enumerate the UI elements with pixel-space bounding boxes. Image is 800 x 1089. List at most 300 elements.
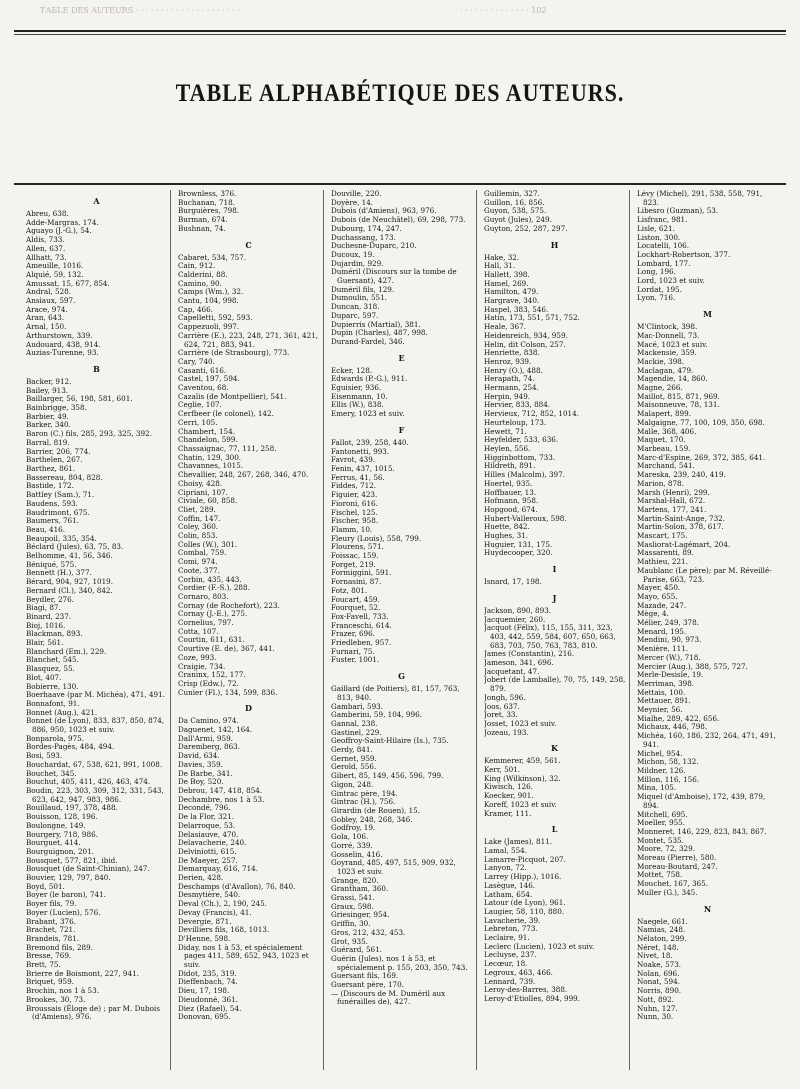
index-entry: Lord, 1023 et suiv. (637, 276, 705, 286)
index-entry: Cliet, 289. (178, 504, 216, 514)
index-entry: Bonparola, 975. (26, 733, 85, 743)
index-entry: Lombard, 177. (637, 258, 691, 268)
index-entry: Deschamps (d'Avallon), 76, 840. (178, 881, 296, 891)
index-entry: Friedleben, 957. (331, 638, 392, 648)
index-entry: Marbeau, 159. (637, 443, 691, 453)
index-entry: Hoertel, 935. (484, 478, 533, 488)
index-entry: Cerri, 105. (178, 417, 218, 427)
index-entry: Brandeis, 781. (26, 933, 80, 943)
index-entry: Eisenmann, 10. (331, 391, 388, 401)
index-entry: De la Flor, 321. (178, 812, 235, 822)
index-entry: Guyon, 538, 575. (484, 206, 547, 216)
index-entry: Lockhart-Robertson, 377. (637, 249, 731, 259)
index-entry: Heurteloup, 173. (484, 417, 547, 427)
index-entry: Baudens, 593. (26, 498, 78, 508)
index-entry: Bonnafont, 91. (26, 698, 80, 708)
index-entry: Mackensie, 359. (637, 348, 697, 358)
index-entry: Gola, 106. (331, 832, 369, 842)
index-entry: Hilles (Malcolm), 397. (484, 470, 565, 480)
index-entry: Davies, 359. (178, 759, 223, 769)
index-entry: Guérard, 561. (331, 945, 382, 955)
index-entry: Coze, 993. (178, 652, 217, 662)
index-entry: Mildner, 126. (637, 766, 686, 775)
index-entry: Bennett (H.), 377. (26, 568, 92, 578)
index-entry: Duméril fils, 129. (331, 284, 395, 294)
index-entry: Gosselin, 416. (331, 849, 383, 859)
index-entry: Guillemin, 327. (484, 190, 540, 198)
index-entry: Dall'Armi, 959. (178, 733, 233, 743)
index-entry: Arthurstown, 339. (26, 330, 93, 340)
index-entry: Capelletti, 592, 593. (178, 313, 253, 323)
index-entry: Fiddes, 712. (331, 481, 377, 491)
index-entry: Menière, 111. (637, 644, 689, 654)
index-entry: Baumers, 761. (26, 516, 79, 526)
index-entry: Bonnet (Aug.), 421. (26, 707, 98, 717)
index-entry: King (Wilkinson), 32. (484, 773, 561, 783)
index-entry: Duparc, 597. (331, 310, 379, 320)
index-entry: Ellis (W.), 838. (331, 400, 384, 410)
index-entry: Didot, 235, 319. (178, 968, 237, 978)
index-entry: Hermann, 254. (484, 383, 539, 393)
index-entry: Ceglie, 107. (178, 400, 222, 410)
index-entry: Laugier, 58, 110, 880. (484, 906, 565, 916)
index-entry: Nonat, 594. (637, 977, 680, 987)
index-entry: Guyot (Jules), 249. (484, 215, 552, 225)
index-entry: Dupierris (Martial), 381. (331, 319, 421, 329)
index-entry: Cary, 740. (178, 356, 215, 366)
index-entry: Namias, 248. (637, 925, 686, 935)
index-entry: Dieu, 17, 198. (178, 986, 230, 996)
index-entry: Maillot, 815, 871, 969. (637, 391, 720, 401)
index-entry: Michéa, 160, 186, 232, 264, 471, 491, 941. (637, 731, 776, 749)
section-letter: F (398, 424, 406, 435)
index-entry: Cazalis (de Montpellier), 541. (178, 391, 287, 401)
title-rule (14, 183, 786, 185)
index-entry: Meynier, 56. (637, 705, 683, 715)
section-letter: B (93, 363, 101, 374)
index-entry: Gastinel, 229. (331, 727, 382, 737)
index-entry: Jacquetant, 47. (484, 666, 540, 676)
index-entry: Haspel, 383, 546. (484, 304, 549, 314)
index-entry: Huydecooper, 320. (484, 548, 553, 558)
index-entry: Chandelon, 599. (178, 435, 238, 445)
index-entry: Masliorat-Lagémart, 204. (637, 539, 731, 549)
index-entry: Devilliers fils, 168, 1013. (178, 925, 270, 935)
index-entry: Heyfelder, 533, 636. (484, 435, 559, 445)
index-entry: Isnard, 17, 198. (484, 577, 542, 587)
index-entry: Mélier, 249, 378. (637, 618, 699, 628)
index-entry: Bioj, 1016. (26, 620, 66, 630)
index-entry: Grange, 820. (331, 875, 379, 885)
index-entry: Marchand, 541. (637, 461, 695, 471)
index-entry: Mialhe, 289, 422, 656. (637, 713, 720, 723)
index-entry: Flourens, 571. (331, 542, 384, 552)
index-entry: Bonnet (de Lyon), 833, 837, 850, 874, 886, 950, 1023 et suiv. (26, 716, 165, 735)
index-entry: Bousquet, 577, 821, ibid. (26, 855, 118, 865)
index-entry: Gobley, 248, 268, 346. (331, 814, 413, 824)
index-entry: Maquet, 170. (637, 435, 686, 445)
index-entry: Gaillard (de Poitiers), 81, 157, 763, 813, 940. (331, 684, 460, 702)
top-rule (14, 30, 786, 32)
index-entry: Bernard (Cl.), 340, 842. (26, 585, 113, 595)
index-entry: Aran, 643. (26, 313, 65, 323)
index-entry: Colles (W.), 301. (178, 539, 238, 549)
index-entry: Foissac, 159. (331, 551, 379, 561)
index-entry: Duchesne-Duparc, 210. (331, 241, 417, 251)
index-entry: Boerhaave (par M. Michéa), 471, 491. (26, 690, 165, 700)
index-entry: Dupin (Charles), 487, 998. (331, 328, 428, 338)
index-entry: Mège, 4. (637, 609, 669, 619)
index-entry: Coote, 377. (178, 565, 220, 575)
index-entry: Cunier (Fl.), 134, 599, 836. (178, 687, 278, 697)
index-entry: Carrière (de Strasbourg), 773. (178, 348, 290, 358)
index-entry: Mettais, 100. (637, 687, 686, 697)
index-entry: Cornelius, 797. (178, 618, 234, 628)
index-entry: Delviniotti, 615. (178, 846, 237, 856)
index-entry: Lisfranc, 981. (637, 215, 688, 225)
section-letter: N (703, 903, 713, 914)
index-entry: Barral, 819. (26, 437, 70, 447)
index-column (331, 190, 473, 1075)
index-entry: Dumoulin, 551. (331, 293, 387, 303)
index-entry: Bainbrigge, 358. (26, 403, 87, 413)
index-entry: Hall, 31. (484, 261, 516, 271)
index-entry: Locatelli, 106. (637, 241, 690, 251)
index-entry: Dubois (d'Amiens), 963, 976. (331, 206, 437, 216)
index-column (26, 190, 168, 1075)
index-entry: Cantu, 104, 998. (178, 296, 239, 306)
index-entry: Grot, 935. (331, 936, 368, 946)
index-entry: Coley, 360. (178, 522, 219, 532)
index-entry: Ducoux, 19. (331, 249, 375, 259)
index-entry: Brookes, 30, 73. (26, 994, 86, 1004)
index-entry: Carrière (E.), 223, 248, 271, 361, 421, 624, 721, 883, 941. (178, 330, 319, 349)
index-column (178, 190, 320, 1075)
index-column (637, 190, 779, 1075)
index-entry: Barbier, 49. (26, 411, 69, 421)
index-entry: Libesro (Guzman), 53. (637, 206, 719, 216)
index-entry: Leclaire, 91. (484, 933, 530, 943)
index-entry: Fischer, 958. (331, 516, 379, 526)
index-entry: Furnari, 75. (331, 646, 375, 656)
index-entry: Goyrand, 485, 497, 515, 909, 932, 1023 et suiv. (331, 858, 456, 876)
index-entry: Lake (James), 811. (484, 837, 553, 847)
index-entry: Ameuille, 1016. (26, 261, 84, 271)
index-column (484, 190, 626, 1075)
index-entry: Lennard, 739. (484, 976, 536, 986)
index-entry: Nunn, 30. (637, 1012, 674, 1022)
index-entry: Castel, 197, 594. (178, 374, 240, 384)
index-entry: Bosi, 593. (26, 751, 63, 761)
index-entry: Courtin, 611, 631. (178, 635, 245, 645)
index-entry: Fornasini, 87. (331, 577, 382, 587)
index-entry: Latham, 654. (484, 889, 533, 899)
index-entry: Lyon, 716. (637, 293, 676, 303)
index-entry: Huguier, 131, 175. (484, 539, 553, 549)
index-entry: David, 634. (178, 751, 220, 761)
index-entry: Delarroque, 53. (178, 820, 236, 830)
index-entry: Jozeau, 193. (484, 727, 529, 737)
index-entry: Edwards (P.-G.), 911. (331, 374, 408, 384)
index-entry: Lévy (Michel), 291, 538, 558, 791, 823. (637, 190, 763, 207)
index-entry: Norris, 890. (637, 986, 682, 996)
index-entry: Michel, 954. (637, 748, 683, 758)
index-entry: Jacquot (Félix), 115, 155, 311, 323, 403, 442, 559, 584, 607, 650, 663, 683, 703, 750, 763, 783, 810. (484, 623, 616, 650)
index-entry: Foucart, 459. (331, 594, 380, 604)
index-entry: Blanchet, 545. (26, 655, 79, 665)
section-letter: E (398, 352, 406, 363)
index-entry: Figuier, 423. (331, 490, 378, 500)
index-entry: Koecker, 901. (484, 791, 534, 801)
index-entry: Herapath, 74. (484, 374, 535, 384)
index-entry: Girardin (de Rouen), 15. (331, 806, 421, 815)
index-entry: Joos, 637. (484, 701, 520, 711)
index-entry: Lasègue, 146. (484, 880, 536, 890)
index-entry: Bobierre, 130. (26, 681, 79, 691)
index-entry: Fleury (Louis), 558, 799. (331, 533, 422, 543)
section-letter: J (552, 592, 558, 603)
index-entry: Millon, 116, 156. (637, 774, 700, 784)
index-entry: Colin, 853. (178, 531, 218, 541)
index-entry: Boudin, 223, 303, 309, 312, 331, 543, 623, 642, 947, 983, 986. (26, 786, 164, 804)
index-entry: Michaux, 446, 798. (637, 722, 708, 732)
index-entry: Da Camino, 974. (178, 716, 239, 726)
index-entry: Hofmann, 958. (484, 496, 539, 506)
index-entry: Cappezuoli, 997. (178, 322, 240, 332)
index-entry: Boulongne, 149. (26, 820, 86, 830)
index-entry: Adde-Margras, 174. (26, 217, 99, 227)
index-entry: Franceschi, 614. (331, 620, 392, 630)
index-entry: Coffin, 147. (178, 513, 221, 523)
index-entry: Bérard, 904, 927, 1019. (26, 577, 114, 587)
index-entry: Cornaro, 803. (178, 591, 229, 601)
index-entry: Magendie, 14, 860. (637, 374, 708, 384)
index-entry: Nuhn, 127. (637, 1003, 678, 1013)
index-entry: Cipriani, 107. (178, 487, 228, 497)
index-entry: Mayer, 450. (637, 583, 681, 593)
index-entry: Daguenet, 142, 164. (178, 725, 253, 735)
index-entry: Bushnan, 74. (178, 223, 226, 233)
index-entry: Camino, 90. (178, 278, 222, 288)
index-entry: Dieffenbach, 74. (178, 977, 238, 987)
index-entry: Helin, dit Colson, 257. (484, 339, 566, 349)
index-entry: Marsh (Henri), 299. (637, 487, 710, 497)
index-entry: Hubert-Valleroux, 598. (484, 513, 567, 523)
index-entry: De Barbe, 341. (178, 768, 233, 778)
index-entry: Blasquez, 55. (26, 664, 75, 674)
index-entry: Buchanan, 718. (178, 197, 235, 207)
index-entry: Chambert, 154. (178, 426, 235, 436)
index-entry: Liston, 300. (637, 232, 681, 242)
index-entry: Kerr, 501. (484, 765, 521, 775)
index-entry: Hallett, 398. (484, 269, 530, 279)
index-entry: Bouchet, 345. (26, 768, 77, 778)
index-entry: Devay (Francis), 41. (178, 907, 252, 917)
index-entry: Kemmerer, 459, 561. (484, 756, 561, 766)
index-entry: Duncan, 318. (331, 302, 380, 312)
index-entry: Lecœur, 18. (484, 959, 528, 969)
index-entry: Gintrac père, 194. (331, 788, 398, 798)
index-entry: Durand-Fardel, 346. (331, 336, 405, 346)
index-entry: Hildreth, 891. (484, 461, 536, 471)
index-entry: Diday, nos 1 à 53, et spécialement pages 411, 589, 652, 943, 1023 et suiv. (178, 942, 309, 970)
index-entry: Naegele, 661. (637, 916, 688, 926)
index-entry: Marc-d'Espine, 269, 372, 385, 641. (637, 452, 766, 462)
index-entry: Bastide, 172. (26, 481, 74, 491)
index-entry: Combal, 759. (178, 548, 227, 558)
index-entry: Mottet, 758. (637, 870, 683, 880)
index-entry: Boyd, 501. (26, 881, 65, 891)
index-entry: Bouillaud, 197, 378, 488. (26, 803, 118, 813)
index-entry: Barker, 340. (26, 420, 71, 430)
index-entry: Hervieux, 712, 852, 1014. (484, 409, 579, 419)
index-entry: Cordier (F.-S.), 288. (178, 583, 250, 593)
index-entry: Mendini, 90, 973. (637, 635, 702, 645)
index-entry: Bremond fils, 289. (26, 942, 93, 952)
index-entry: Caventou, 68. (178, 383, 229, 393)
index-entry: Fox-Favell, 733. (331, 611, 389, 621)
index-entry: Mina, 105. (637, 783, 677, 793)
index-entry: Néret, 148. (637, 942, 679, 952)
index-entry: Burman, 674. (178, 215, 228, 225)
index-entry: Legroux, 463, 466. (484, 967, 553, 977)
index-entry: Craigie, 734. (178, 661, 226, 671)
index-entry: Andral, 528. (26, 287, 72, 297)
index-entry: Leroy-des-Barres, 388. (484, 985, 568, 995)
index-entry: Henroz, 939. (484, 356, 532, 366)
section-letter: D (245, 703, 253, 714)
index-entry: Bourgery, 718, 986. (26, 829, 98, 839)
index-entry: Lecluyse, 237. (484, 950, 537, 960)
index-entry: Kiwisch, 126. (484, 782, 534, 792)
index-entry: Heale, 367. (484, 322, 526, 332)
index-entry: Merriman, 398. (637, 678, 695, 688)
index-entry: Bousquet (de Saint-Chinian), 247. (26, 864, 150, 874)
index-entry: Merle-Desisle, 19. (637, 670, 704, 680)
section-letter: I (552, 564, 558, 575)
index-entry: Dechambre, nos 1 à 53. (178, 794, 265, 804)
index-entry: Abreu, 638. (26, 209, 69, 218)
index-entry: Hervier, 833, 884. (484, 400, 551, 410)
index-entry: Courtive (E. de), 367, 441. (178, 644, 275, 654)
index-entry: Douville, 220. (331, 190, 382, 198)
index-entry: Gamberini, 59, 104, 996. (331, 710, 422, 720)
index-entry: Guérin (Jules), nos 1 à 53, et spécialement p. 155, 203, 350, 743. (331, 953, 468, 972)
index-entry: Fischel, 125. (331, 507, 378, 517)
index-entry: Macé, 1023 et suiv. (637, 339, 708, 349)
index-entry: Monneret, 146, 229, 823, 843, 867. (637, 826, 767, 836)
index-entry: Griffin, 30. (331, 919, 371, 929)
index-entry: Diez (Rafael), 54. (178, 1003, 242, 1013)
index-entry: Bouisson, 128, 196. (26, 812, 98, 822)
index-entry: Arnal, 150. (26, 322, 67, 332)
index-entry: Bordes-Pagès, 484, 494. (26, 742, 115, 752)
index-entry: Desmytière, 540. (178, 890, 241, 900)
index-entry: Delasiauve, 470. (178, 829, 239, 839)
index-entry: Bresse, 769. (26, 951, 72, 961)
index-entry: Brownless, 376. (178, 190, 237, 198)
index-entry: Ansiaux, 597. (26, 296, 76, 306)
index-entry: Hargrave, 340. (484, 296, 540, 306)
index-entry: Hamel, 269. (484, 278, 529, 288)
index-entry: Chavannes, 1015. (178, 461, 244, 471)
index-entry: Brett, 75. (26, 960, 61, 970)
index-entry: D'Henne, 598. (178, 933, 231, 943)
index-entry: Henry (O.), 488. (484, 365, 543, 375)
index-entry: Maisonneuve, 78, 131. (637, 400, 720, 410)
index-entry: Heylen, 556. (484, 443, 531, 453)
index-entry: Nivet, 18. (637, 951, 673, 961)
index-entry: Jongh, 596. (484, 692, 526, 702)
index-entry: Briquet, 959. (26, 977, 74, 987)
index-entry: Godfroy, 19. (331, 823, 376, 833)
index-entry: Massarenti, 89. (637, 548, 694, 558)
index-entry: — (Discours de M. Duméril aux funérailles de), 427. (331, 988, 446, 1007)
index-entry: Bouchardat, 67, 538, 621, 991, 1008. (26, 759, 163, 769)
index-entry: Debrou, 147, 418, 854. (178, 786, 263, 795)
index-entry: Bassereau, 804, 828. (26, 472, 103, 482)
index-entry: Blot, 407. (26, 672, 62, 682)
index-entry: Guillon, 16, 856. (484, 197, 545, 207)
index-entry: Audouard, 438, 914. (26, 339, 101, 349)
index-entry: Chassaignac, 77, 111, 258. (178, 443, 277, 453)
index-entry: Brochin, nos 1 à 53. (26, 986, 99, 996)
index-entry: Flamm, 10. (331, 524, 373, 534)
index-entry: Camps (Wm.), 32. (178, 287, 244, 297)
index-entry: Hopgood, 674. (484, 504, 538, 514)
index-entry: Lamarre-Picquot, 207. (484, 854, 566, 864)
index-entry: Aldis, 733. (26, 235, 65, 245)
index-entry: Hake, 32. (484, 252, 520, 262)
top-rule-thin (14, 34, 786, 35)
index-entry: Nélaton, 299. (637, 933, 687, 943)
index-entry: Hughes, 31. (484, 531, 529, 541)
index-entry: Graux, 598. (331, 901, 374, 911)
index-entry: Hoffbauer, 13. (484, 487, 537, 497)
index-entry: Fourquet, 52. (331, 603, 381, 613)
index-entry: Eguisier, 936. (331, 383, 382, 393)
index-entry: Dieudonné, 361. (178, 994, 238, 1004)
index-entry: Marion, 878. (637, 478, 684, 488)
index-entry: Leclerc (Lucien), 1023 et suiv. (484, 941, 595, 951)
index-entry: Favrot, 439. (331, 455, 376, 465)
section-letter: L (551, 824, 559, 835)
index-entry: Lavacherie, 39. (484, 915, 541, 925)
index-entry: Lebreton, 773. (484, 924, 538, 934)
index-entry: Bourguet, 414. (26, 838, 81, 848)
index-entry: Mac-Donnell, 73. (637, 330, 700, 340)
index-entry: Nott, 892. (637, 994, 674, 1004)
index-entry: Demarquay, 616, 714. (178, 864, 259, 874)
index-entry: Comi, 974. (178, 557, 218, 567)
index-entry: Allhatt, 73. (26, 252, 67, 262)
index-entry: Doyère, 14. (331, 197, 374, 207)
index-entry: Boyer (Lucien), 576. (26, 907, 101, 917)
index-entry: De Maeyer, 257. (178, 855, 238, 865)
index-entry: Cornay (J.-E.), 275. (178, 609, 248, 619)
index-entry: Hamilton, 479. (484, 287, 539, 297)
index-entry: Chevallier, 248, 267, 268, 346, 470. (178, 470, 309, 480)
index-entry: Allen, 637. (26, 243, 66, 253)
index-entry: Mercier (Aug.), 388, 575, 727. (637, 661, 748, 671)
index-entry: Long, 196. (637, 267, 676, 277)
index-entry: Forget, 219. (331, 559, 376, 569)
index-entry: Fuster, 1001. (331, 655, 380, 665)
index-entry: Gerdy, 841. (331, 745, 373, 755)
index-entry: Alquié, 59, 132. (26, 269, 84, 279)
index-entry: Fallot, 239, 258, 440. (331, 437, 409, 447)
index-entry: Corbin, 435, 443. (178, 574, 242, 584)
